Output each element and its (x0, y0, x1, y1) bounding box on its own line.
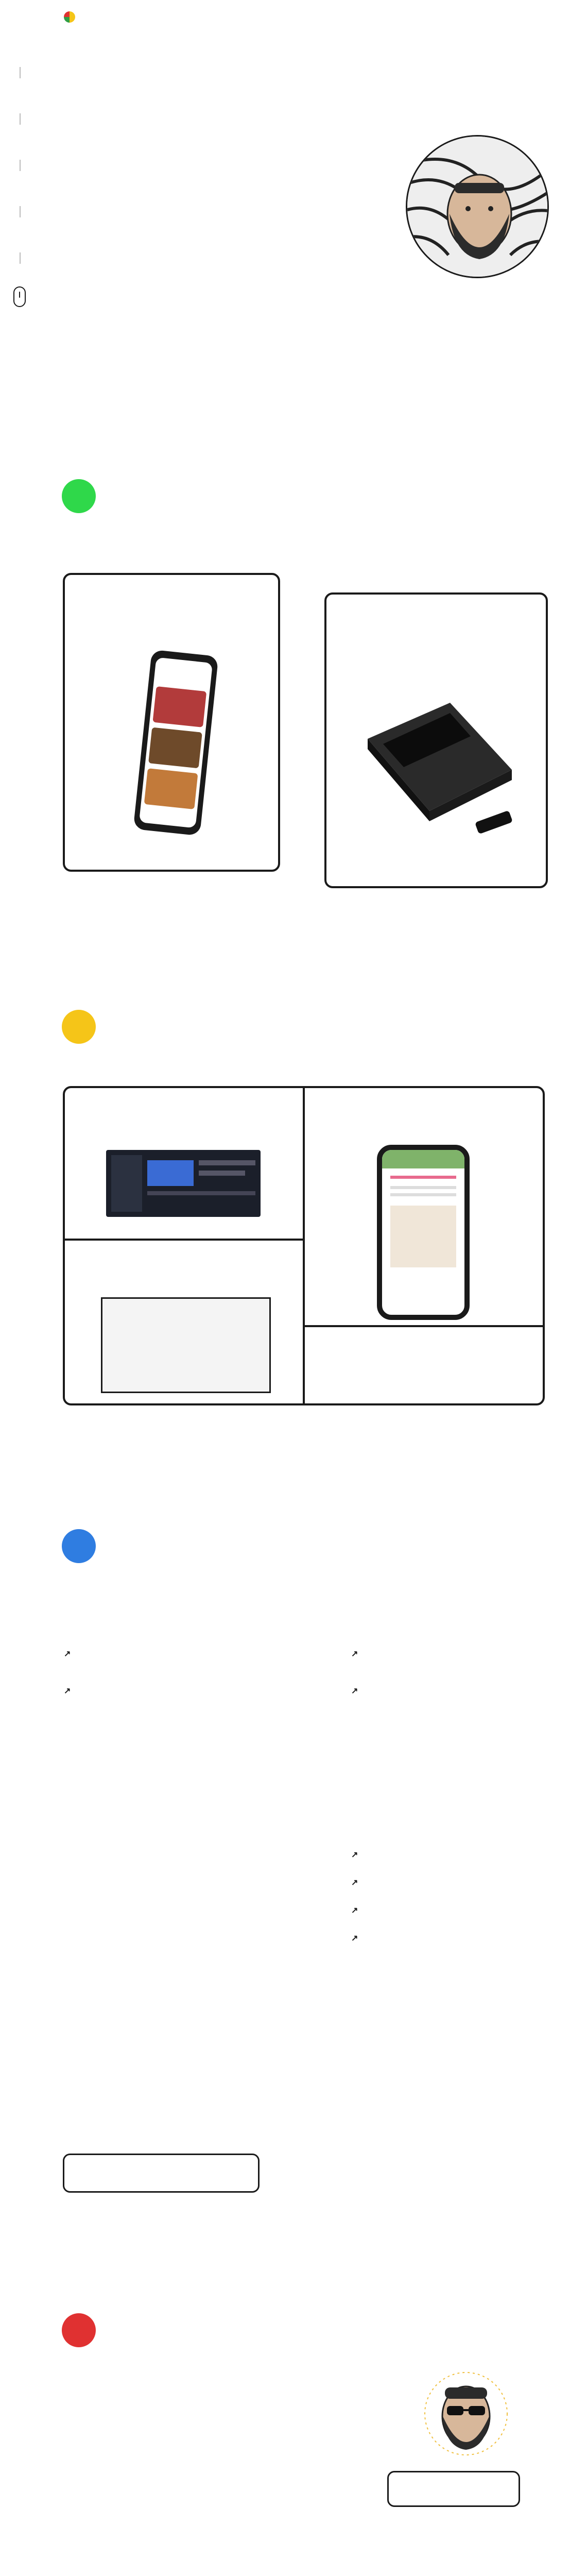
rail-tick[interactable] (20, 160, 21, 171)
community-item-100-every-day[interactable] (65, 1241, 303, 1403)
podcast-screenshot-icon (101, 1140, 266, 1222)
community-heading (62, 1010, 73, 1044)
rooki-phone-mockup (377, 1145, 470, 1320)
work-heading (62, 479, 73, 513)
project-card-website[interactable] (324, 592, 548, 888)
about-accent-dot (62, 2313, 96, 2347)
community-accent-dot (62, 1010, 96, 1044)
lets-talk-button[interactable] (387, 2471, 520, 2507)
experience-item (64, 1649, 280, 1659)
course-item (351, 1850, 547, 1860)
external-link-icon: ↗ (351, 1650, 358, 1658)
rail-tick[interactable] (20, 67, 21, 78)
community-quote (322, 1341, 528, 1347)
rooki-mock-image (390, 1206, 456, 1267)
education-school-link[interactable] (351, 1649, 547, 1659)
course-item (351, 1933, 547, 1943)
experience-company-link[interactable] (64, 1686, 280, 1696)
education-item (351, 1686, 547, 1696)
course-link[interactable] (351, 1933, 547, 1943)
external-link-icon: ↗ (351, 1934, 358, 1943)
project-card-takeout[interactable] (63, 573, 280, 872)
external-link-icon: ↗ (351, 1687, 358, 1696)
community-grid (63, 1086, 545, 1405)
external-link-icon: ↗ (64, 1687, 71, 1696)
external-link-icon: ↗ (64, 1650, 71, 1658)
community-item-rooki-design[interactable] (305, 1088, 545, 1325)
rail-tick[interactable] (20, 113, 21, 125)
course-link[interactable] (351, 1850, 547, 1860)
course-item (351, 1905, 547, 1916)
site-logo[interactable] (64, 11, 79, 23)
community-item-visual-dev-fm[interactable] (65, 1088, 303, 1239)
course-item (351, 1877, 547, 1888)
experience-company-link[interactable] (64, 1649, 280, 1659)
rail-tick[interactable] (20, 252, 21, 264)
phone-mockup-icon (122, 647, 225, 843)
external-link-icon: ↗ (351, 1906, 358, 1915)
resume-accent-dot (62, 1529, 96, 1563)
education-list (351, 1649, 547, 1701)
grid-divider (303, 1325, 545, 1327)
about-heading (62, 2313, 73, 2347)
experience-item (64, 1686, 280, 1696)
external-link-icon: ↗ (351, 1851, 358, 1859)
course-link[interactable] (351, 1905, 547, 1916)
resume-heading (62, 1529, 73, 1563)
education-item (351, 1649, 547, 1659)
hundred-every-day-mockup (101, 1297, 271, 1393)
rooki-leaf-banner (382, 1150, 464, 1168)
rooki-mock-line (390, 1176, 456, 1179)
avatar-portrait (406, 135, 549, 278)
education-school-link[interactable] (351, 1686, 547, 1696)
logo-mark-icon (64, 11, 75, 23)
work-accent-dot (62, 479, 96, 513)
avatar-sunglasses-illustration (422, 2370, 510, 2458)
course-link[interactable] (351, 1877, 547, 1888)
courses-list (351, 1850, 547, 1947)
rail-tick[interactable] (20, 206, 21, 217)
experience-list (64, 1649, 280, 1701)
external-link-icon: ↗ (351, 1878, 358, 1887)
rooki-mock-line (390, 1186, 456, 1189)
scroll-mouse-icon (13, 286, 26, 307)
laptop-mockup-icon (352, 692, 527, 847)
rooki-mock-line (390, 1193, 456, 1196)
download-resume-button[interactable] (63, 2154, 260, 2193)
